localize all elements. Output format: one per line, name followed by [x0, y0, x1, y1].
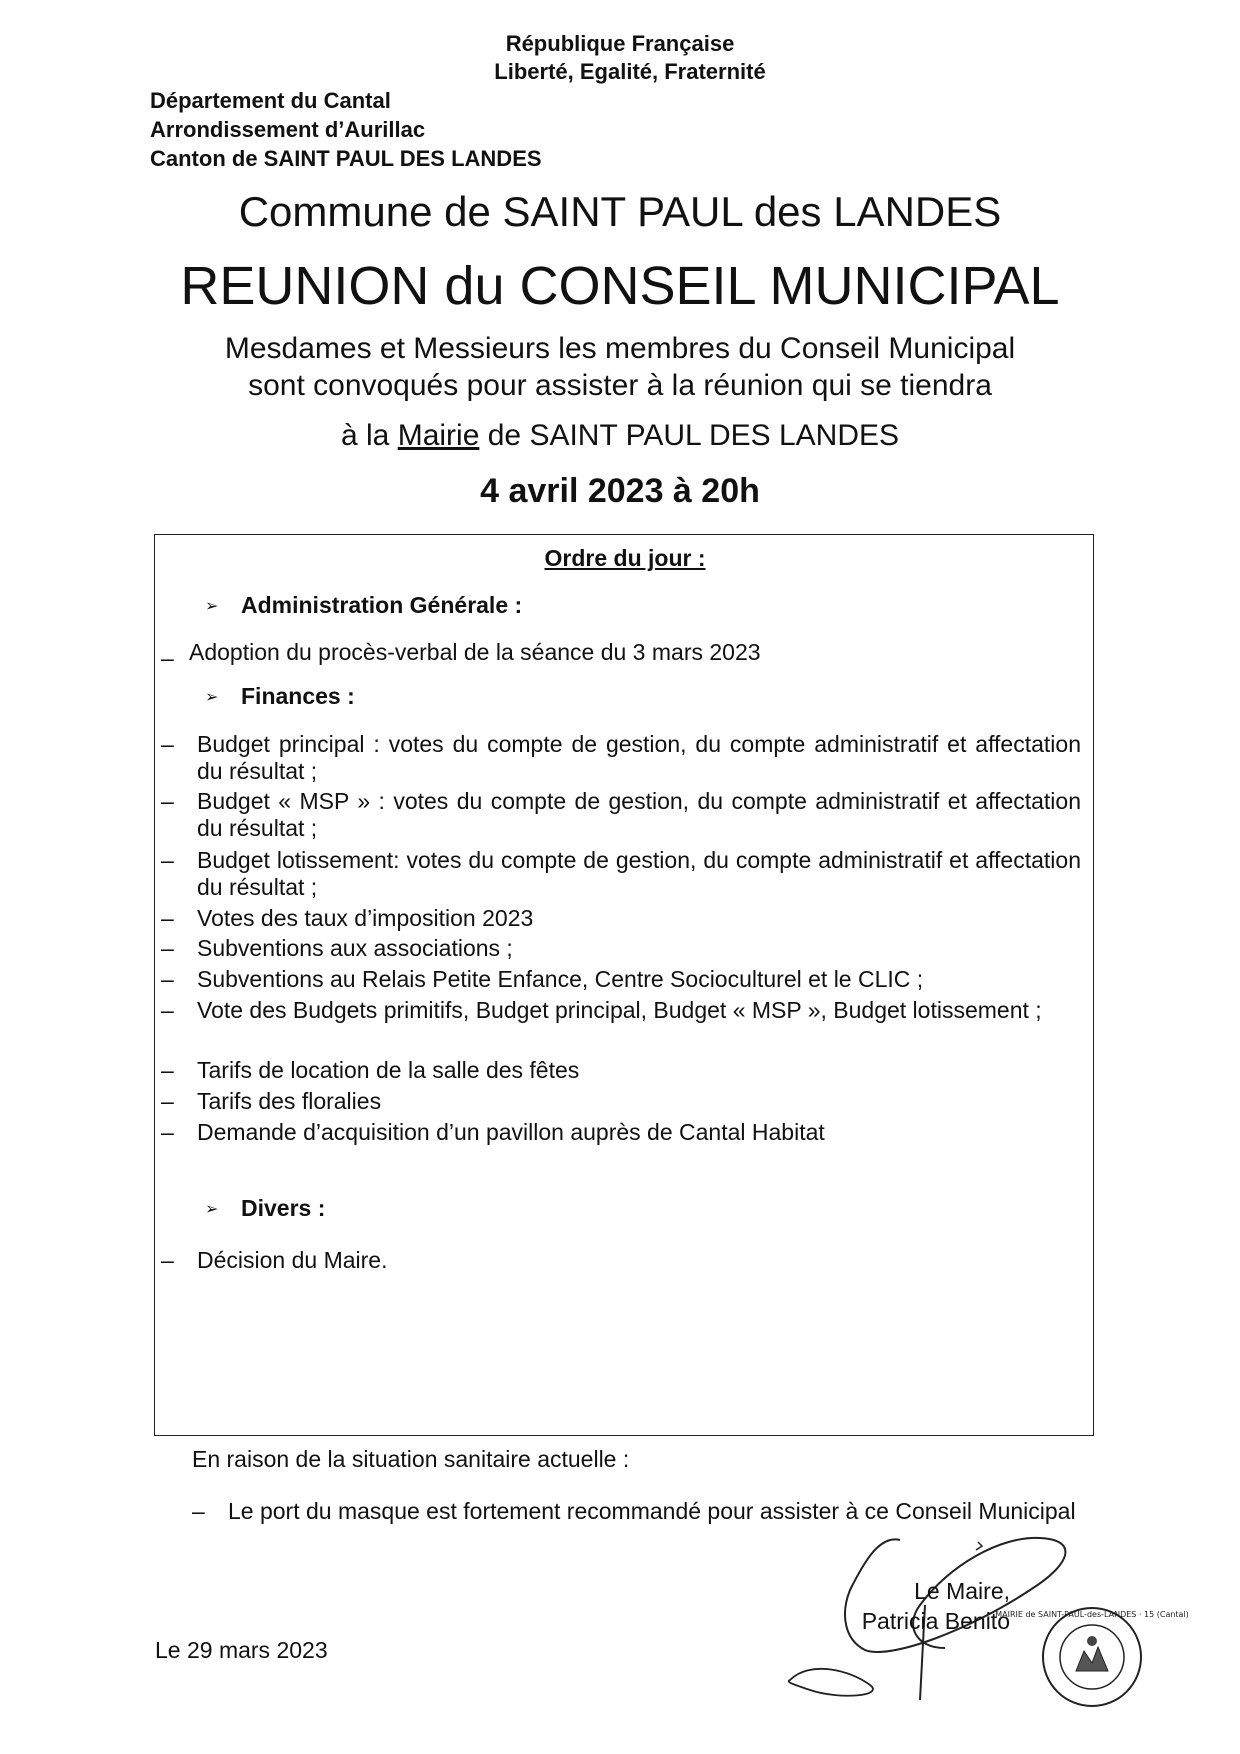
meeting-date: 4 avril 2023 à 20h: [480, 472, 760, 510]
dash-bullet-icon: –: [161, 935, 174, 961]
dash-bullet-icon: –: [161, 1247, 174, 1273]
list-item: [155, 1119, 1095, 1146]
location-suffix: de SAINT PAUL DES LANDES: [487, 419, 900, 452]
dash-bullet-icon: –: [192, 1498, 205, 1524]
dash-bullet-icon: –: [161, 847, 174, 873]
sanitary-notice-intro: En raison de la situation sanitaire actuelle :: [192, 1446, 630, 1472]
dash-bullet-icon: –: [161, 645, 174, 671]
list-item: [155, 1247, 1095, 1274]
list-item-text: Vote des Budgets primitifs, Budget principal, Budget « MSP », Budget lotissement ;: [197, 997, 1042, 1023]
dash-bullet-icon: –: [161, 788, 174, 814]
section-heading: Administration Générale :: [241, 592, 523, 618]
list-item-text: Tarifs de location de la salle des fêtes: [197, 1057, 580, 1083]
arrow-bullet-icon: ➢: [205, 1201, 219, 1218]
list-item: [155, 788, 1095, 842]
section-heading: Finances :: [241, 683, 355, 709]
list-item: [155, 935, 1095, 962]
signatory-title: Le Maire,: [914, 1578, 1010, 1604]
convocation-line-2: sont convoqués pour assister à la réunion qui se tiendra: [248, 369, 992, 402]
dash-bullet-icon: –: [161, 997, 174, 1023]
arrow-bullet-icon: ➢: [205, 689, 219, 706]
list-item: [155, 966, 1095, 993]
meeting-title: REUNION du CONSEIL MUNICIPAL: [180, 256, 1060, 316]
dash-bullet-icon: –: [161, 1119, 174, 1145]
list-item-text: Votes des taux d’imposition 2023: [197, 905, 534, 931]
dash-bullet-icon: –: [161, 966, 174, 992]
list-item-text: Demande d’acquisition d’un pavillon auprès de Cantal Habitat: [197, 1119, 825, 1145]
list-item: [155, 847, 1095, 901]
dash-bullet-icon: –: [161, 731, 174, 757]
commune-title: Commune de SAINT PAUL des LANDES: [238, 188, 1002, 235]
list-item-text: Subventions aux associations ;: [197, 935, 513, 961]
agenda-box: [154, 534, 1094, 1436]
signatory-name: Patricia Benito: [861, 1608, 1010, 1634]
list-item-text: Budget lotissement: votes du compte de gestion, du compte administratif et affectation du résultat ;: [197, 847, 1081, 900]
convocation-text: [0, 330, 1240, 404]
list-item-text: Budget principal : votes du compte de gestion, du compte administratif et affectation du résultat ;: [197, 731, 1081, 784]
section-administration: [205, 592, 522, 619]
mask-notice-text: Le port du masque est fortement recommandé pour assister à ce Conseil Municipal: [228, 1498, 1076, 1524]
list-item: [155, 731, 1095, 785]
list-item: [155, 1057, 1095, 1084]
republic-motto: Liberté, Egalité, Fraternité: [494, 59, 766, 84]
department: Département du Cantal: [150, 88, 391, 113]
list-item-text: Décision du Maire.: [197, 1247, 388, 1273]
list-item-text: Adoption du procès-verbal de la séance du 3 mars 2023: [189, 639, 761, 665]
arrow-bullet-icon: ➢: [205, 598, 219, 615]
dash-bullet-icon: –: [161, 905, 174, 931]
canton: Canton de SAINT PAUL DES LANDES: [150, 146, 542, 171]
republic-name: République Française: [505, 31, 735, 56]
agenda-title: Ordre du jour :: [544, 545, 706, 571]
location-prefix: à la: [340, 419, 390, 452]
list-item-text: Subventions au Relais Petite Enfance, Centre Socioculturel et le CLIC ;: [197, 966, 924, 992]
list-item: [155, 639, 1095, 671]
section-heading: Divers :: [241, 1195, 326, 1221]
dash-bullet-icon: –: [161, 1088, 174, 1114]
section-finances: [205, 683, 355, 710]
stamp-text: MAIRIE de SAINT-PAUL-des-LANDES · 15 (Cantal): [995, 1610, 1189, 1619]
location-place: Mairie: [397, 419, 480, 452]
section-divers: [205, 1195, 325, 1222]
dash-bullet-icon: –: [161, 1057, 174, 1083]
signatory-block: [860, 1576, 1010, 1636]
republic-header: [0, 30, 1240, 86]
signature-date: Le 29 mars 2023: [155, 1637, 328, 1663]
list-item: [155, 1088, 1095, 1115]
list-item-text: Budget « MSP » : votes du compte de gestion, du compte administratif et affectation du résultat ;: [197, 788, 1081, 841]
town-hall-stamp-icon: [995, 1605, 1189, 1709]
arrondissement: Arrondissement d’Aurillac: [150, 117, 426, 142]
list-item-text: Tarifs des floralies: [197, 1088, 382, 1114]
list-item: [155, 997, 1095, 1024]
administrative-header: [150, 86, 542, 173]
meeting-location: [0, 418, 1240, 454]
convocation-line-1: Mesdames et Messieurs les membres du Conseil Municipal: [224, 332, 1016, 365]
list-item: [155, 905, 1095, 932]
